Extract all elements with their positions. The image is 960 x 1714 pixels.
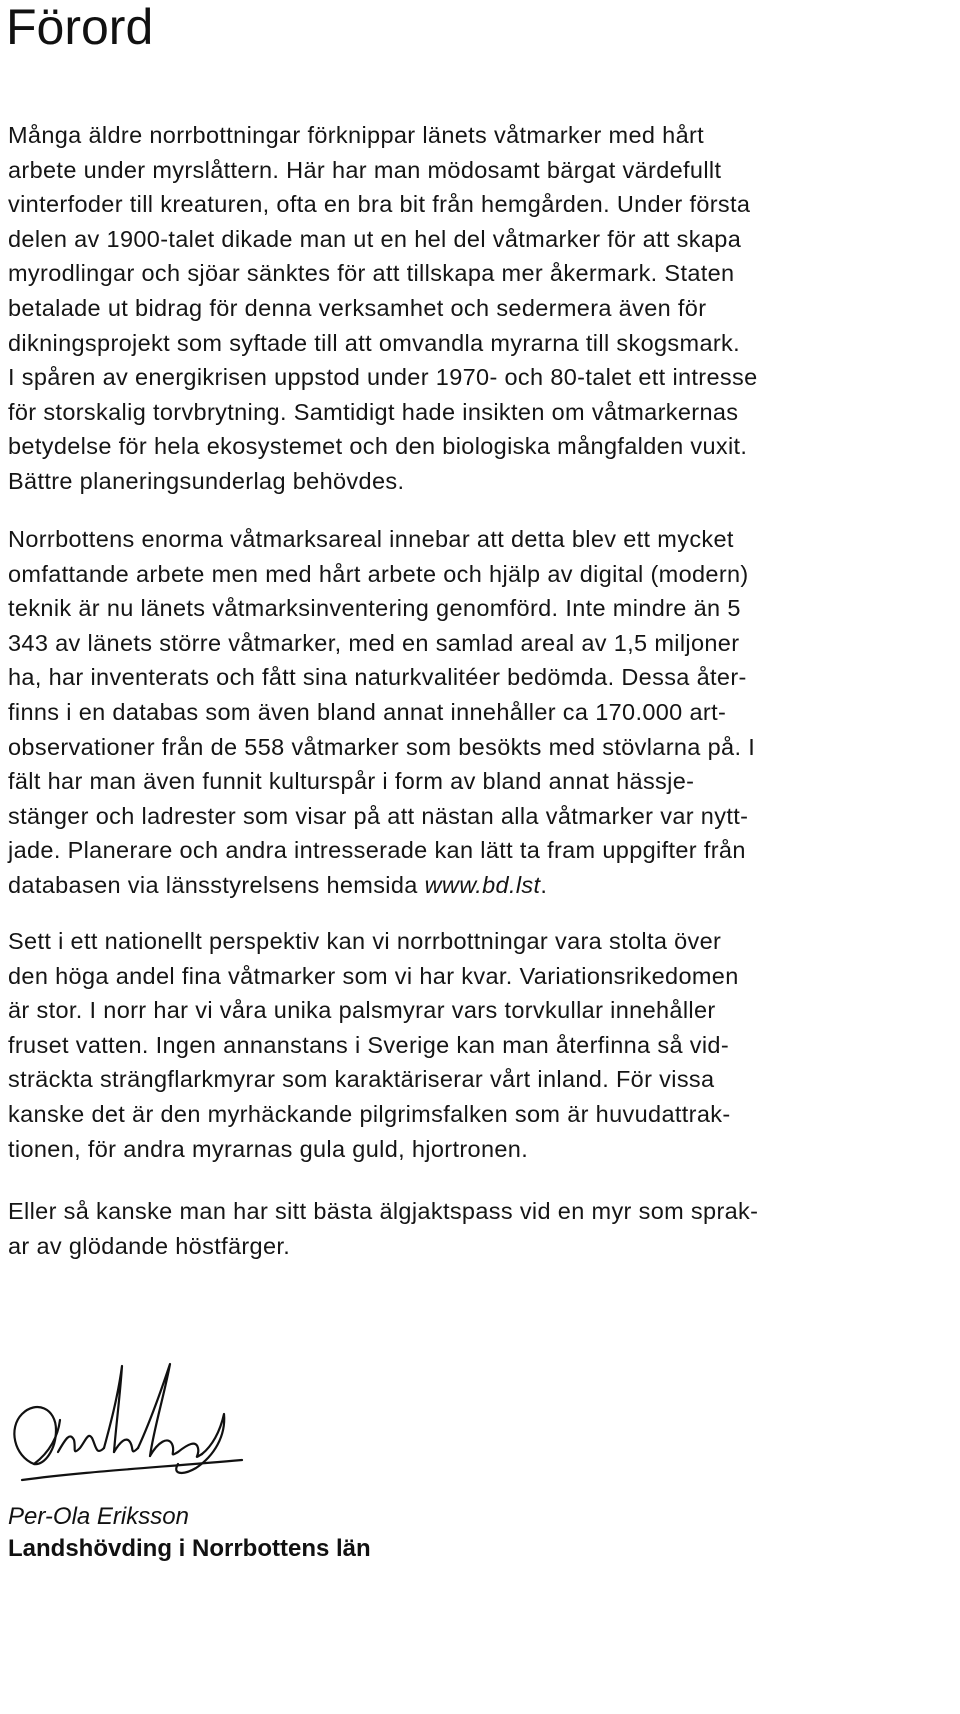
paragraph-3: [8, 924, 958, 1166]
paragraph-4: [8, 1194, 958, 1263]
handwritten-signature-icon: [0, 1356, 270, 1496]
text-line: tionen, för andra myrarnas gula guld, hjortronen.: [8, 1135, 529, 1162]
text-line: 343 av länets större våtmarker, med en samlad areal av 1,5 miljoner: [8, 629, 740, 656]
text-line: betalade ut bidrag för denna verksamhet och sedermera även för: [8, 294, 707, 321]
text-fragment: databasen via länsstyrelsens hemsida: [8, 871, 425, 898]
text-line: stänger och ladrester som visar på att nästan alla våtmarker var nytt-: [8, 802, 749, 829]
text-line: [8, 868, 958, 903]
paragraph-1: [8, 118, 958, 499]
text-line: betydelse för hela ekosystemet och den biologiska mångfalden vuxit.: [8, 433, 748, 460]
text-line: finns i en databas som även bland annat innehåller ca 170.000 art-: [8, 698, 727, 725]
text-line: Bättre planeringsunderlag behövdes.: [8, 467, 405, 494]
text-line: omfattande arbete men med hårt arbete och hjälp av digital (modern): [8, 560, 749, 587]
text-line: kanske det är den myrhäckande pilgrimsfalken som är huvudattrak-: [8, 1100, 731, 1127]
text-line: sträckta strängflarkmyrar som karaktäriserar vårt inland. För vissa: [8, 1066, 715, 1093]
text-line: ar av glödande höstfärger.: [8, 1232, 291, 1259]
paragraph-2: [8, 522, 958, 903]
text-line: för storskalig torvbrytning. Samtidigt hade insikten om våtmarkernas: [8, 398, 739, 425]
text-fragment: .: [540, 871, 548, 898]
text-line: dikningsprojekt som syftade till att omvandla myrarna till skogsmark.: [8, 329, 741, 356]
text-line: arbete under myrslåttern. Här har man mödosamt bärgat värdefullt: [8, 156, 722, 183]
text-line: I spåren av energikrisen uppstod under 1970- och 80-talet ett intresse: [8, 364, 758, 391]
text-line: fält har man även funnit kulturspår i form av bland annat hässje-: [8, 768, 695, 795]
text-line: ha, har inventerats och fått sina naturkvalitéer bedömda. Dessa åter-: [8, 664, 747, 691]
text-line: fruset vatten. Ingen annanstans i Sverige kan man återfinna så vid-: [8, 1031, 730, 1058]
text-line: delen av 1900-talet dikade man ut en hel del våtmarker för att skapa: [8, 225, 742, 252]
signer-name: Per-Ola Eriksson: [8, 1503, 189, 1530]
website-link[interactable]: www.bd.lst: [424, 871, 541, 898]
text-line: den höga andel fina våtmarker som vi har kvar. Variationsrikedomen: [8, 962, 739, 989]
text-line: teknik är nu länets våtmarksinventering genomförd. Inte mindre än 5: [8, 595, 741, 622]
text-line: vinterfoder till kreaturen, ofta en bra bit från hemgården. Under första: [8, 191, 751, 218]
text-line: är stor. I norr har vi våra unika palsmyrar vars torvkullar innehåller: [8, 997, 716, 1024]
text-line: myrodlingar och sjöar sänktes för att tillskapa mer åkermark. Staten: [8, 260, 735, 287]
text-line: Sett i ett nationellt perspektiv kan vi norrbottningar vara stolta över: [8, 928, 722, 954]
text-line: Eller så kanske man har sitt bästa älgjaktspass vid en myr som sprak-: [8, 1198, 759, 1224]
text-line: observationer från de 558 våtmarker som besökts med stövlarna på. I: [8, 733, 756, 760]
text-line: jade. Planerare och andra intresserade kan lätt ta fram uppgifter från: [8, 837, 746, 864]
signer-role: Landshövding i Norrbottens län: [8, 1535, 371, 1562]
text-line: Norrbottens enorma våtmarksareal innebar att detta blev ett mycket: [8, 526, 734, 552]
text-line: Många äldre norrbottningar förknippar länets våtmarker med hårt: [8, 122, 705, 148]
page-title: Förord: [6, 0, 154, 55]
